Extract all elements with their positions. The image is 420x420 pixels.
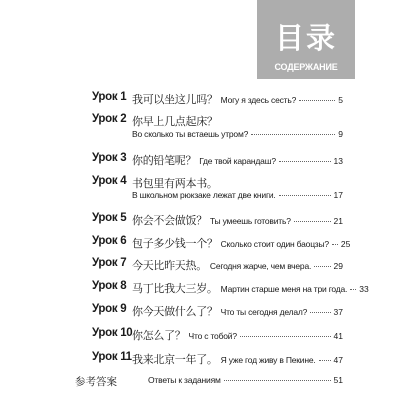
toc-subline [132, 129, 343, 139]
page-number: 25 [340, 239, 351, 249]
dot-leader [332, 244, 338, 245]
contents-title-chinese: 目录 [274, 21, 337, 55]
dot-leader [319, 360, 331, 361]
lesson-title-chinese: 你会不会做饭？ [132, 214, 207, 227]
lesson-title-chinese: 你的铅笔呢？ [132, 154, 197, 167]
answer-key-title-russian: Ответы к заданиям [148, 375, 221, 385]
page-number: 51 [333, 375, 343, 385]
lesson-title-chinese: 我来北京一年了。 [132, 353, 218, 366]
dot-leader [294, 221, 331, 222]
lesson-title-russian: Где твой карандаш? [199, 156, 276, 166]
page-number: 21 [333, 216, 343, 226]
lesson-title-chinese: 你怎么了？ [132, 329, 186, 342]
lesson-title-chinese: 书包里有两本书。 [132, 177, 218, 190]
dot-leader [279, 195, 331, 196]
lesson-title-russian: Во сколько ты встаешь утром? [132, 129, 249, 139]
page-number: 37 [333, 307, 343, 317]
lesson-label: Урок 3 [92, 152, 127, 164]
dot-leader [279, 161, 331, 162]
page-number: 17 [333, 190, 343, 200]
dot-leader [299, 100, 335, 101]
page-number: 13 [333, 156, 343, 166]
lesson-label: Урок 11 [92, 351, 132, 363]
page-number: 29 [333, 261, 343, 271]
lesson-label: Урок 10 [92, 327, 133, 339]
toc-line [132, 280, 369, 296]
page-number: 47 [333, 355, 343, 365]
toc-line [132, 175, 343, 191]
dot-leader [240, 336, 331, 337]
lesson-title-chinese: 今天比昨天热。 [132, 259, 207, 272]
dot-leader [224, 380, 331, 381]
toc-line [132, 351, 343, 367]
dot-leader [251, 134, 335, 135]
toc-line [132, 257, 343, 273]
dot-leader [310, 312, 330, 313]
lesson-label: Урок 9 [92, 303, 127, 315]
toc-line [132, 91, 343, 107]
lesson-title-russian: Сколько стоит один баоцзы? [220, 239, 329, 249]
lesson-title-russian: Ты умеешь готовить? [209, 216, 291, 226]
toc-line [132, 235, 351, 251]
lesson-title-chinese: 马丁比我大三岁。 [132, 282, 218, 295]
toc-line [148, 375, 343, 385]
lesson-title-russian: Мартин старше меня на три года. [220, 284, 348, 294]
lesson-title-russian: Что ты сегодня делал? [220, 307, 308, 317]
toc-line [132, 303, 343, 319]
page-number: 9 [338, 129, 343, 139]
toc-line [132, 113, 343, 129]
lesson-label: Урок 7 [92, 257, 127, 269]
page-number: 33 [359, 284, 369, 294]
page-number: 41 [333, 331, 343, 341]
toc-subline [132, 190, 343, 200]
dot-leader [350, 289, 356, 290]
dot-leader [314, 266, 330, 267]
toc-line [132, 152, 343, 168]
toc-line [132, 212, 343, 228]
lesson-title-chinese: 你今天做什么了？ [132, 305, 218, 318]
page-number: 5 [338, 95, 343, 105]
contents-title-russian: СОДЕРЖАНИЕ [274, 62, 338, 72]
lesson-title-chinese: 你早上几点起床？ [132, 115, 218, 128]
lesson-label: Урок 6 [92, 235, 127, 247]
lesson-label: Урок 4 [92, 175, 127, 187]
lesson-label: Урок 2 [92, 113, 127, 125]
lesson-label: Урок 5 [92, 212, 127, 224]
lesson-title-russian: Я уже год живу в Пекине. [220, 355, 316, 365]
toc-line [132, 327, 343, 343]
lesson-title-russian: Могу я здесь сесть? [220, 95, 297, 105]
lesson-title-russian: Что с тобой? [188, 331, 237, 341]
lesson-title-russian: В школьном рюкзаке лежат две книги. [132, 190, 276, 200]
lesson-title-chinese: 我可以坐这儿吗？ [132, 93, 218, 106]
lesson-title-russian: Сегодня жарче, чем вчера. [209, 261, 312, 271]
lesson-title-chinese: 包子多少钱一个？ [132, 237, 218, 250]
lesson-label: Урок 8 [92, 280, 127, 292]
answer-key-label: 参考答案 [75, 376, 117, 388]
lesson-label: Урок 1 [92, 91, 127, 103]
